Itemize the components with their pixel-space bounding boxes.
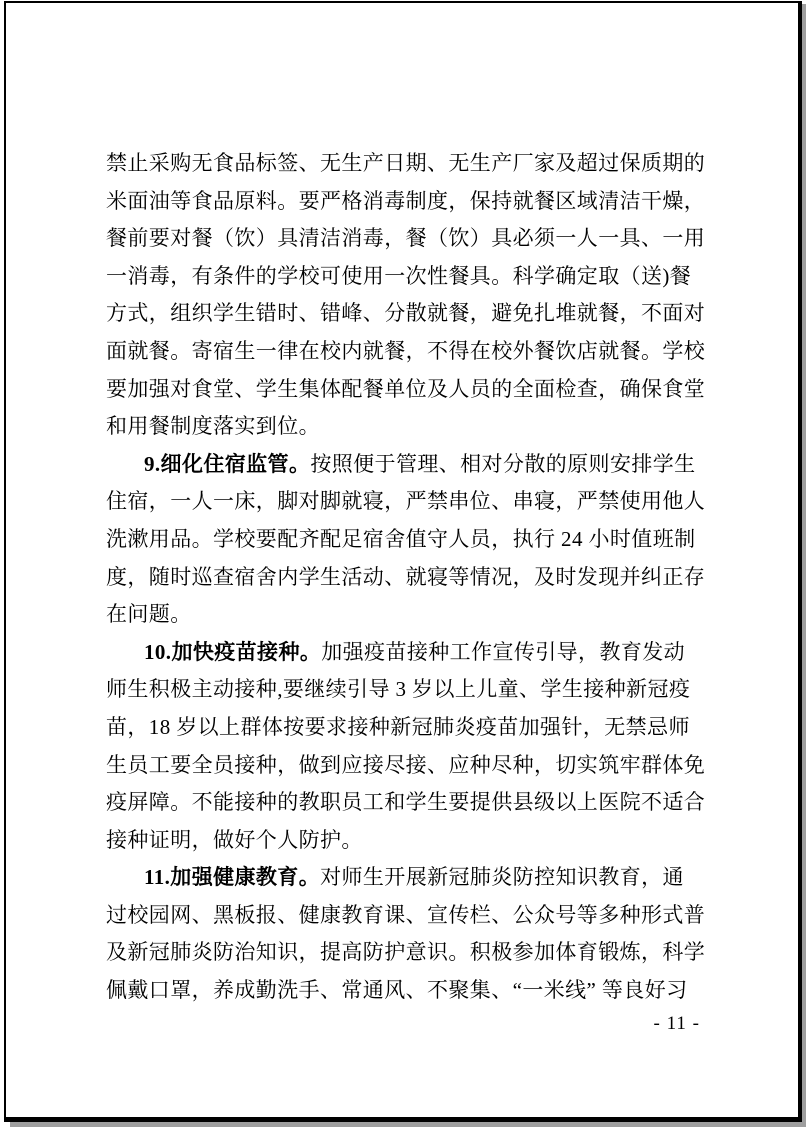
text-line bbox=[106, 258, 702, 296]
document-body bbox=[106, 145, 706, 1010]
text-line bbox=[106, 784, 706, 822]
paragraph-heading: 10.加快疫苗接种。 bbox=[144, 639, 322, 664]
text-line bbox=[106, 333, 706, 371]
page-shadow-bottom bbox=[10, 1122, 806, 1127]
text-line bbox=[106, 446, 702, 484]
line-text: 苗，18 岁以上群体按要求接种新冠肺炎疫苗加强针，无禁忌师 bbox=[106, 714, 690, 739]
line-text: 师生积极主动接种,要继续引导 3 岁以上儿童、学生接种新冠疫 bbox=[106, 677, 691, 702]
text-line bbox=[106, 145, 706, 183]
text-line bbox=[106, 634, 702, 672]
text-line bbox=[106, 521, 702, 559]
text-line bbox=[106, 859, 702, 897]
text-line bbox=[106, 709, 702, 747]
line-text: 面就餐。寄宿生一律在校内就餐，不得在校外餐饮店就餐。学校 bbox=[106, 338, 706, 363]
line-text: 要加强对食堂、学生集体配餐单位及人员的全面检查，确保食堂 bbox=[106, 376, 706, 401]
line-text: 疫屏障。不能接种的教职员工和学生要提供县级以上医院不适合 bbox=[106, 790, 706, 815]
paragraph-heading: 9.细化住宿监管。 bbox=[144, 451, 311, 476]
line-text: 在问题。 bbox=[106, 602, 192, 627]
text-line bbox=[106, 897, 706, 935]
paragraph-heading: 11.加强健康教育。 bbox=[144, 865, 321, 890]
text-line bbox=[106, 671, 702, 709]
line-text: 生员工要全员接种，做到应接尽接、应种尽种，切实筑牢群体免 bbox=[106, 752, 706, 777]
document-page bbox=[4, 1, 802, 1122]
line-text: 按照便于管理、相对分散的原则安排学生 bbox=[310, 451, 696, 476]
line-text: 一消毒，有条件的学校可使用一次性餐具。科学确定取（送)餐 bbox=[106, 263, 692, 288]
text-line bbox=[106, 747, 706, 785]
line-text: 对师生开展新冠肺炎防控知识教育，通 bbox=[320, 865, 684, 890]
line-text: 住宿，一人一床，脚对脚就寝，严禁串位、串寝，严禁使用他人 bbox=[106, 489, 706, 514]
text-line bbox=[106, 371, 706, 409]
line-text: 过校园网、黑板报、健康教育课、宣传栏、公众号等多种形式普 bbox=[106, 902, 706, 927]
page-number: - 11 - bbox=[653, 1013, 700, 1034]
line-text: 度，随时巡查宿舍内学生活动、就寝等情况，及时发现并纠正存 bbox=[106, 564, 706, 589]
line-text: 佩戴口罩，养成勤洗手、常通风、不聚集、“一米线” 等良好习 bbox=[106, 978, 688, 1003]
line-text: 米面油等食品原料。要严格消毒制度，保持就餐区域清洁干燥， bbox=[106, 188, 706, 213]
text-line bbox=[106, 183, 706, 221]
line-text: 餐前要对餐（饮）具清洁消毒，餐（饮）具必须一人一具、一用 bbox=[106, 226, 706, 251]
text-line bbox=[106, 408, 702, 446]
text-line bbox=[106, 559, 706, 597]
text-line bbox=[106, 295, 706, 333]
line-text: 和用餐制度落实到位。 bbox=[106, 414, 320, 439]
text-line bbox=[106, 822, 702, 860]
text-line bbox=[106, 596, 702, 634]
text-line bbox=[106, 483, 706, 521]
line-text: 洗漱用品。学校要配齐配足宿舍值守人员，执行 24 小时值班制 bbox=[106, 526, 696, 551]
page-shadow-right bbox=[802, 4, 806, 1127]
text-line bbox=[106, 220, 706, 258]
line-text: 禁止采购无食品标签、无生产日期、无生产厂家及超过保质期的 bbox=[106, 151, 706, 175]
text-line bbox=[106, 972, 702, 1010]
line-text: 方式，组织学生错时、错峰、分散就餐，避免扎堆就餐，不面对 bbox=[106, 301, 706, 326]
text-line bbox=[106, 934, 706, 972]
line-text: 接种证明，做好个人防护。 bbox=[106, 827, 363, 852]
line-text: 加强疫苗接种工作宣传引导，教育发动 bbox=[321, 639, 686, 664]
line-text: 及新冠肺炎防治知识，提高防护意识。积极参加体育锻炼，科学 bbox=[106, 940, 706, 965]
